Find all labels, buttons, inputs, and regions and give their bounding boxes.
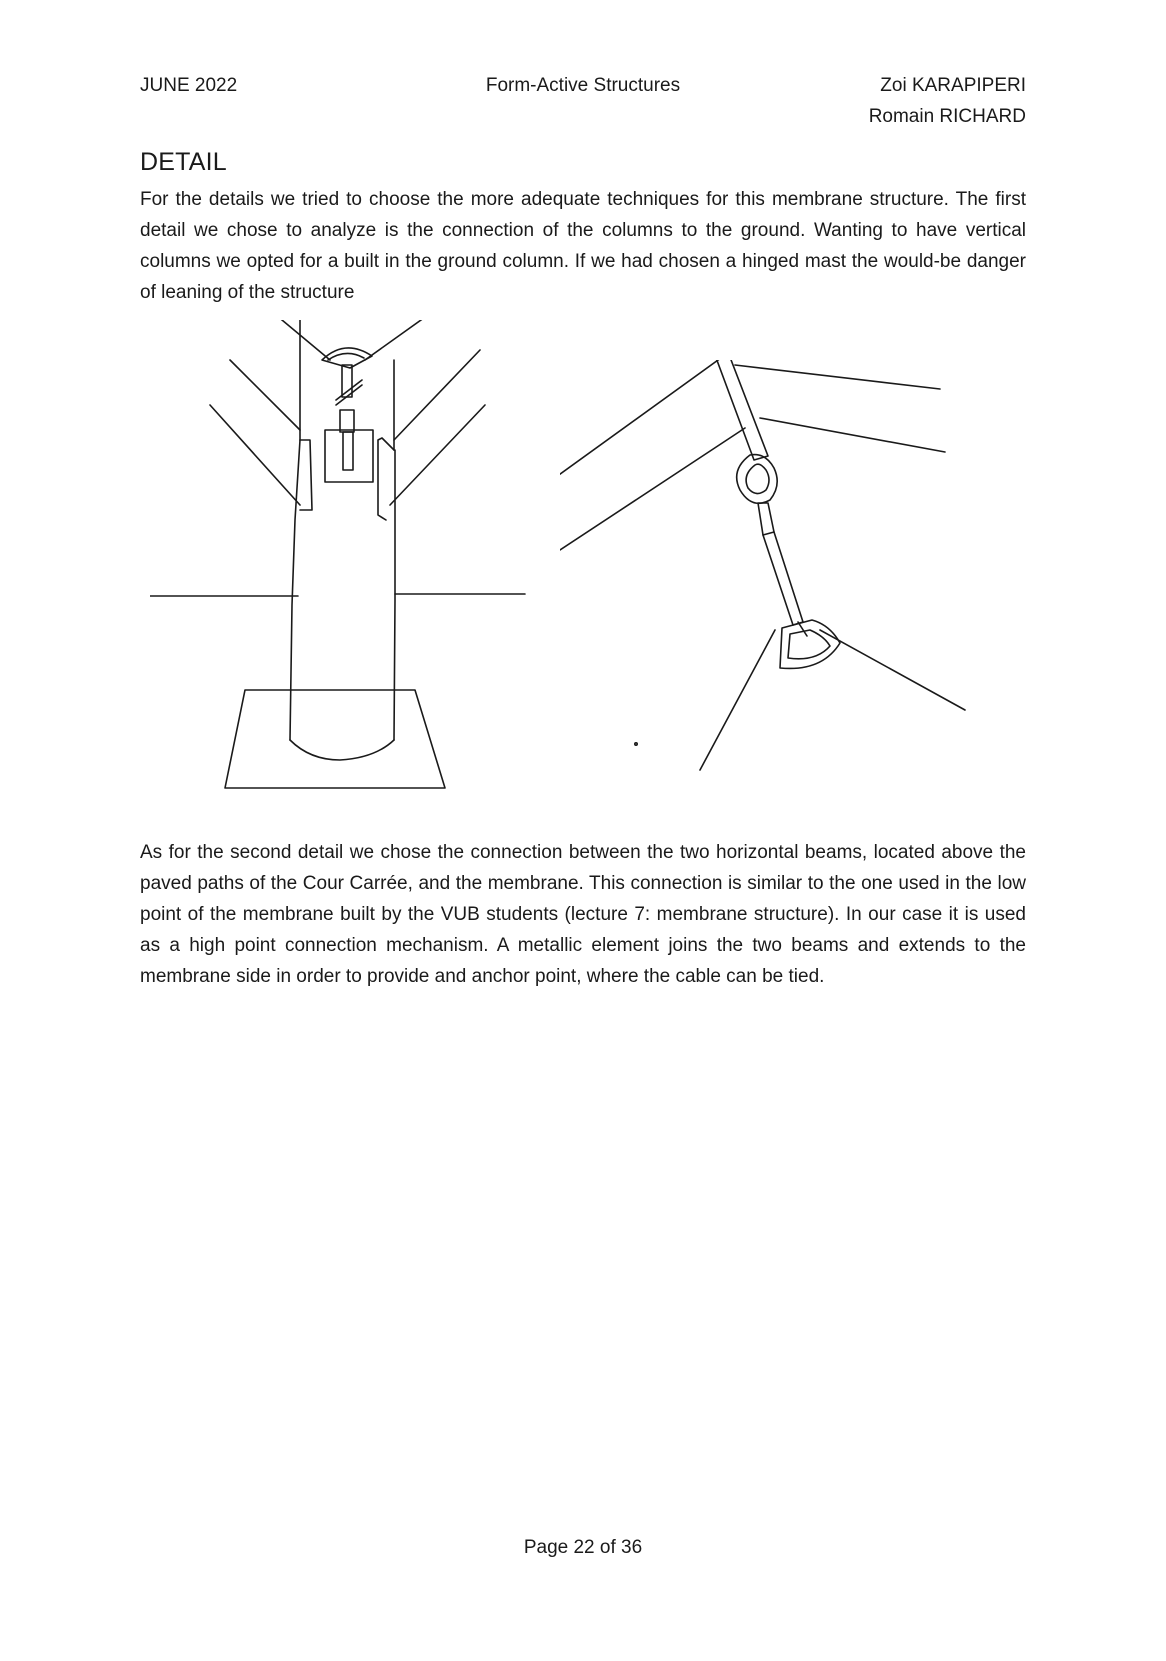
paragraph-second-detail: As for the second detail we chose the connection between the two horizontal beams, located above the paved paths of the Cour Carrée, and the membrane. This connection is similar to the one used in the low point of the membrane built by the VUB students (lecture 7: membrane structure). In our case it is used as a high point connection mechanism. A metallic element joins the two beams and extends to the membrane side in order to provide and anchor point, where the cable can be tied. xyxy=(140,842,1026,987)
header-author-2: Romain RICHARD xyxy=(868,106,1026,127)
column-ground-connection-sketch-icon xyxy=(150,320,570,840)
section-title: DETAIL xyxy=(140,148,227,176)
header-author-1: Zoi KARAPIPERI xyxy=(880,75,1026,96)
paragraph-intro: For the details we tried to choose the more adequate techniques for this membrane structure. The first detail we chose to analyze is the connection of the columns to the ground. Wanting to have vertical columns we opted for a built in the ground column. If we had chosen a hinged mast the would-be danger of leaning of the structure xyxy=(140,189,1026,303)
page-number: Page 22 of 36 xyxy=(523,1537,643,1558)
header-date: JUNE 2022 xyxy=(140,75,238,96)
beam-membrane-connection-sketch-icon xyxy=(560,360,1030,830)
header-course-title: Form-Active Structures xyxy=(485,75,681,96)
header-authors xyxy=(869,70,1026,132)
